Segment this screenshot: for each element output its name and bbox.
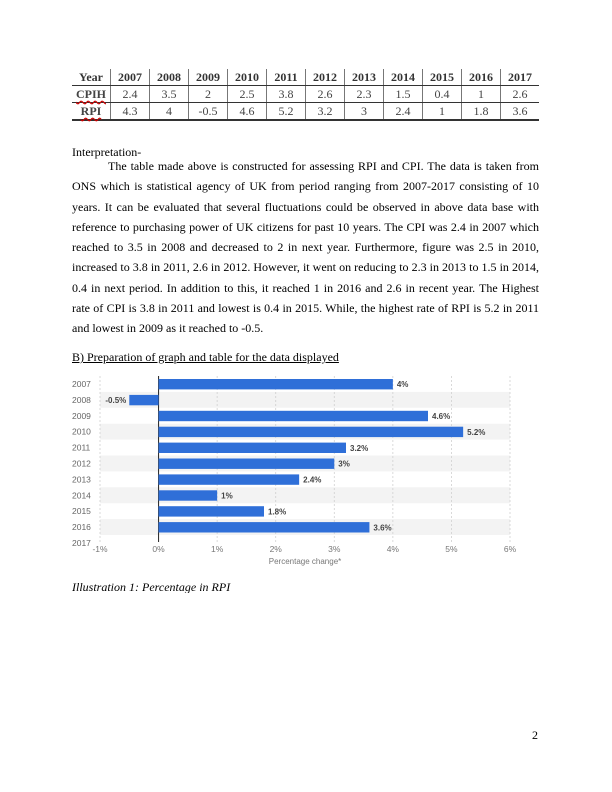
x-axis-tick-label: -1% (92, 544, 108, 554)
table-header-cell: 2010 (228, 69, 267, 86)
y-axis-label: 2009 (72, 410, 91, 421)
bar (159, 506, 264, 516)
table-cell: 4.3 (111, 103, 150, 121)
rpi-bar-chart (72, 372, 520, 572)
x-axis-tick-label: 6% (503, 544, 517, 554)
table-cell: 3.2 (306, 103, 345, 121)
table-header-row (72, 69, 539, 86)
x-axis-tick-label: 5% (445, 544, 458, 554)
x-axis-tick-label: 2% (269, 544, 282, 554)
y-axis-label: 2013 (72, 474, 91, 485)
table-cell: -0.5 (189, 103, 228, 121)
bar (159, 443, 346, 453)
table-cell: 2.4 (111, 86, 150, 103)
table-cell: 1.5 (384, 86, 423, 103)
bar (159, 474, 300, 484)
bar (159, 411, 428, 421)
row-band (100, 392, 510, 408)
table-cell: 3.6 (501, 103, 540, 121)
bar (129, 395, 158, 405)
table-cell: 3.8 (267, 86, 306, 103)
y-axis-label: 2008 (72, 394, 91, 405)
section-heading: B) Preparation of graph and table for the data displayed (72, 350, 339, 364)
y-axis-label: 2017 (72, 538, 91, 548)
bar (159, 490, 218, 500)
table-cell: 2.6 (501, 86, 540, 103)
table-cell: 3 (345, 103, 384, 121)
table-cell: 1 (423, 103, 462, 121)
bar (159, 427, 464, 437)
table-cell: 5.2 (267, 103, 306, 121)
row-label: RPI (72, 103, 111, 121)
row-label: CPIH (72, 86, 111, 103)
cpih-rpi-table (72, 69, 539, 121)
y-axis-label: 2007 (72, 379, 91, 389)
data-label: 4% (396, 380, 409, 390)
interpretation-paragraph: The table made above is constructed for assessing RPI and CPI. The data is taken from ONS which is statistical agency of UK from period ranging from 2007-2017 consisting of 10 years. It can be evaluated that several fluctuations could be observed in above data base with reference to purchasing power of UK citizens for past 10 years. The CPI was 2.4 in 2007 which reached to 3.5 in 2008 and decreased to 2 in next year. Furthermore, figure was 2.5 in 2010, increased to 3.8 in 2011, 2.6 in 2012. However, it went on reducing to 2.3 in 2013 to 1.5 in 2014, 0.4 in next period. In addition to this, it reached 1 in 2016 and 2.6 in recent year. The Highest rate of CPI is 3.8 in 2011 and lowest is 0.4 in 2015. While, the highest rate of RPI is 5.2 in 2011 and lowest in 2009 as it reached to -0.5. (72, 159, 539, 336)
table-header-cell: 2016 (462, 69, 501, 86)
data-label: 3% (338, 459, 350, 469)
table-cell: 3.5 (150, 86, 189, 103)
data-label: 1.8% (268, 507, 287, 517)
data-label: 4.6% (432, 412, 451, 421)
table-cell: 4 (150, 103, 189, 121)
figure-caption: Illustration 1: Percentage in RPI (72, 581, 231, 593)
table-header-cell: 2015 (423, 69, 462, 86)
table-header-cell: 2013 (345, 69, 384, 86)
bar (159, 522, 370, 532)
x-axis-tick-label: 1% (210, 544, 224, 554)
table-cell: 0.4 (423, 86, 462, 103)
table-cell: 2.6 (306, 86, 345, 103)
x-axis-tick-label: 0% (152, 544, 165, 554)
y-axis-label: 2014 (72, 490, 91, 501)
interpretation-heading: Interpretation- (72, 145, 142, 159)
bar (159, 379, 393, 389)
table-header-cell: 2012 (306, 69, 345, 86)
bar (159, 459, 335, 469)
data-label: 5.2% (467, 427, 486, 437)
table-header-cell: 2007 (111, 69, 150, 86)
y-axis-label: 2012 (72, 458, 91, 469)
y-axis-label: 2015 (72, 506, 91, 517)
y-axis-label: 2011 (72, 442, 91, 453)
data-label: 3.2% (350, 443, 369, 453)
table-row-rpi (72, 103, 539, 121)
table-header-cell: 2017 (501, 69, 540, 86)
table-cell: 1.8 (462, 103, 501, 121)
y-axis-label: 2016 (72, 522, 91, 533)
data-label: 3.6% (373, 523, 392, 533)
x-axis-tick-label: 4% (386, 544, 400, 554)
data-label: 2.4% (303, 475, 322, 485)
data-label: -0.5% (105, 396, 127, 406)
table-cell: 2.4 (384, 103, 423, 121)
table-header-cell: 2014 (384, 69, 423, 86)
table-header-cell: 2008 (150, 69, 189, 86)
table-cell: 2.5 (228, 86, 267, 103)
table-header-cell: Year (72, 69, 111, 86)
table-cell: 1 (462, 86, 501, 103)
x-axis-title: Percentage change* (268, 557, 342, 566)
table-cell: 4.6 (228, 103, 267, 121)
x-axis-tick-label: 3% (328, 544, 341, 554)
table-header-cell: 2011 (267, 69, 306, 86)
table-cell: 2.3 (345, 86, 384, 103)
table-header-cell: 2009 (189, 69, 228, 86)
page-number: 2 (532, 728, 538, 742)
y-axis-label: 2010 (72, 426, 91, 437)
data-label: 1% (221, 491, 233, 501)
table-row-cpih (72, 86, 539, 103)
table-cell: 2 (189, 86, 228, 103)
